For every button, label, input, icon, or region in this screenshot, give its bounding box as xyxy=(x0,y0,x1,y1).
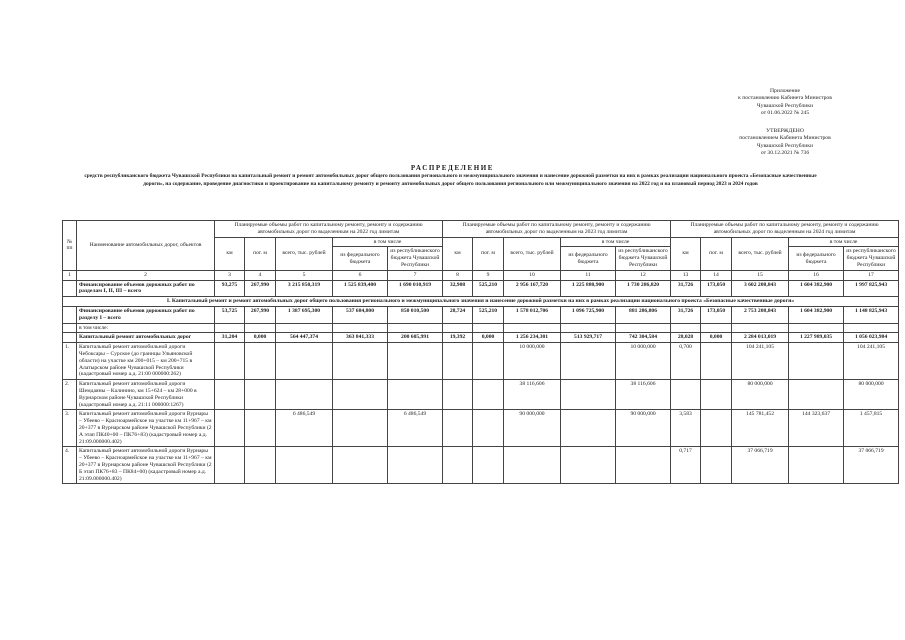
header-pm: пог. м xyxy=(701,237,732,270)
table-row xyxy=(63,380,899,410)
header-km: км xyxy=(443,237,473,270)
value-cell xyxy=(215,447,245,484)
value-cell: 80 000,000 xyxy=(732,380,789,410)
empty-cell xyxy=(333,323,388,333)
column-number: 2 xyxy=(77,270,215,280)
value-cell xyxy=(789,380,844,410)
value-cell: 144 323,637 xyxy=(789,410,844,447)
subsection-row xyxy=(63,333,899,343)
value-cell xyxy=(473,380,504,410)
value-cell: 90 000,000 xyxy=(504,410,561,447)
value-cell: 104 241,105 xyxy=(732,343,789,380)
value-cell xyxy=(215,343,245,380)
value-cell: 881 286,806 xyxy=(616,306,671,323)
grand-total-row xyxy=(63,280,899,297)
header-total: всего, тыс. рублей xyxy=(732,237,789,270)
value-cell: 537 684,800 xyxy=(333,306,388,323)
header-row xyxy=(63,221,899,238)
value-cell: 37 066,719 xyxy=(732,447,789,484)
header-group-2023: Планируемые объемы работ по капитальному ремонту, ремонту и содержанию автомобильных дорог по выделенным на 2023 год лимитам xyxy=(443,221,671,238)
section-total-row xyxy=(63,306,899,323)
value-cell: 31,204 xyxy=(215,333,245,343)
value-cell: 1 256 234,301 xyxy=(504,333,561,343)
value-cell: 1 578 012,706 xyxy=(504,306,561,323)
value-cell: 200 605,991 xyxy=(388,333,443,343)
value-cell: 28,028 xyxy=(671,333,701,343)
value-cell xyxy=(276,343,333,380)
column-number: 12 xyxy=(616,270,671,280)
section-total-sub-row xyxy=(63,323,899,333)
value-cell: 525,210 xyxy=(473,280,504,297)
value-cell xyxy=(443,447,473,484)
header-total: всего, тыс. рублей xyxy=(504,237,561,270)
empty-cell xyxy=(504,323,561,333)
column-number: 5 xyxy=(276,270,333,280)
value-cell: 31,726 xyxy=(671,306,701,323)
header-republic: из республиканского бюджета Чувашской Республики xyxy=(616,247,671,270)
document-title: РАСПРЕДЕЛЕНИЕ xyxy=(410,164,495,172)
value-cell xyxy=(388,447,443,484)
value-cell xyxy=(701,410,732,447)
column-number: 15 xyxy=(732,270,789,280)
column-number: 10 xyxy=(504,270,561,280)
empty-cell xyxy=(245,323,276,333)
column-number: 1 xyxy=(63,270,77,280)
header-pm: пог. м xyxy=(473,237,504,270)
value-cell: 19,392 xyxy=(443,333,473,343)
empty-cell xyxy=(473,323,504,333)
column-number: 14 xyxy=(701,270,732,280)
value-cell: 267,990 xyxy=(245,280,276,297)
value-cell xyxy=(561,380,616,410)
header-federal: из федерального бюджета xyxy=(561,247,616,270)
column-number: 4 xyxy=(245,270,276,280)
header-group-2022: Планируемые объемы работ по капитальному ремонту, ремонту и содержанию автомобильных дорог по выделенным на 2022 год лимитам xyxy=(215,221,443,238)
empty-cell xyxy=(63,323,77,333)
value-cell: 2 284 013,019 xyxy=(732,333,789,343)
row-name: Капитальный ремонт автомобильной дороги Чебоксары – Сурское (до границы Ульяновской области) на участке км 200+015 – км 200+715 в Алатырском районе Чувашской Республики (кадастровый номер а.д. 21:00 000000:262) xyxy=(77,343,215,380)
empty-cell xyxy=(789,323,844,333)
appendix-block xyxy=(720,88,850,118)
header-federal: из федерального бюджета xyxy=(789,247,844,270)
section-row xyxy=(63,297,899,307)
empty-cell xyxy=(561,323,616,333)
appendix-line: от 01.06.2022 № 245 xyxy=(760,110,810,117)
column-number: 13 xyxy=(671,270,701,280)
value-cell xyxy=(473,447,504,484)
value-cell xyxy=(561,343,616,380)
header-pm: пог. м xyxy=(245,237,276,270)
header-federal: из федерального бюджета xyxy=(333,247,388,270)
value-cell: 1 457,815 xyxy=(844,410,899,447)
value-cell xyxy=(616,447,671,484)
row-label: Финансирование объемов дорожных работ по разделам I, II, III – всего xyxy=(77,280,215,297)
header-incl: в том числе xyxy=(789,237,899,247)
value-cell: 564 447,374 xyxy=(276,333,333,343)
approval-line: Чувашской Республики xyxy=(757,142,813,149)
value-cell: 1 387 695,300 xyxy=(276,306,333,323)
value-cell: 3 215 850,319 xyxy=(276,280,333,297)
value-cell xyxy=(443,380,473,410)
value-cell: 2 753 208,843 xyxy=(732,306,789,323)
value-cell xyxy=(443,410,473,447)
value-cell xyxy=(276,447,333,484)
header-name: Наименование автомобильных дорог, объектов xyxy=(77,221,215,271)
appendix-line: к постановлению Кабинета Министров xyxy=(738,95,832,102)
value-cell xyxy=(245,343,276,380)
row-name: Капитальный ремонт автомобильной дороги Вурнары – Убеево – Красноармейское на участке км 11+967 – км 20+377 в Вурнарском районе Чувашской Республики (2 Б этап ПК76+83 – ПК84+00) (кадастровый номер а.д. 21:09.000000.402) xyxy=(77,447,215,484)
value-cell: 10 000,000 xyxy=(616,343,671,380)
value-cell xyxy=(443,343,473,380)
value-cell xyxy=(789,447,844,484)
header-republic: из республиканского бюджета Чувашской Республики xyxy=(844,247,899,270)
value-cell: 1 096 725,900 xyxy=(561,306,616,323)
value-cell: 1 227 989,035 xyxy=(789,333,844,343)
empty-cell xyxy=(215,323,245,333)
value-cell: 53,725 xyxy=(215,306,245,323)
value-cell xyxy=(333,447,388,484)
value-cell: 104 241,105 xyxy=(844,343,899,380)
value-cell: 0,700 xyxy=(671,343,701,380)
header-total: всего, тыс. рублей xyxy=(276,237,333,270)
row-number: 3. xyxy=(63,410,77,447)
row-number: 4. xyxy=(63,447,77,484)
value-cell: 267,990 xyxy=(245,306,276,323)
value-cell: 0,717 xyxy=(671,447,701,484)
value-cell xyxy=(701,343,732,380)
header-group-2024: Планируемые объемы работ по капитальному ремонту, ремонту и содержанию автомобильных дорог по выделенным на 2024 год лимитам xyxy=(671,221,899,238)
value-cell: 1 056 023,984 xyxy=(844,333,899,343)
value-cell xyxy=(245,447,276,484)
value-cell xyxy=(561,447,616,484)
value-cell xyxy=(245,380,276,410)
table-row xyxy=(63,410,899,447)
value-cell: 1 604 382,900 xyxy=(789,306,844,323)
column-number: 16 xyxy=(789,270,844,280)
value-cell xyxy=(671,380,701,410)
empty-cell xyxy=(276,323,333,333)
empty-cell xyxy=(844,323,899,333)
value-cell: 2 956 167,720 xyxy=(504,280,561,297)
value-cell: 3 602 208,843 xyxy=(732,280,789,297)
row-name: Капитальный ремонт автомобильной дороги Вурнары – Убеево – Красноармейское на участке км 11+967 – км 20+377 в Вурнарском районе Чувашской Республики (2 А этап ПК40+00 – ПК76+83) (кадастровый номер а.д. 21:09.000000.402) xyxy=(77,410,215,447)
distribution-table xyxy=(62,220,899,484)
approval-line: от 30.12.2021 № 736 xyxy=(760,150,810,157)
empty-cell xyxy=(732,323,789,333)
value-cell: 1 730 286,820 xyxy=(616,280,671,297)
column-number: 7 xyxy=(388,270,443,280)
value-cell: 38 116,606 xyxy=(616,380,671,410)
value-cell: 1 604 382,900 xyxy=(789,280,844,297)
value-cell xyxy=(701,380,732,410)
value-cell xyxy=(473,343,504,380)
column-number: 8 xyxy=(443,270,473,280)
value-cell xyxy=(276,380,333,410)
value-cell: 38 116,606 xyxy=(504,380,561,410)
row-label: в том числе: xyxy=(77,323,215,333)
approval-line: УТВЕРЖДЕНО xyxy=(766,128,804,134)
value-cell: 1 525 839,400 xyxy=(333,280,388,297)
column-number: 11 xyxy=(561,270,616,280)
header-incl: в том числе xyxy=(333,237,443,247)
header-no: № пп xyxy=(63,221,77,271)
value-cell: 513 929,717 xyxy=(561,333,616,343)
value-cell xyxy=(561,410,616,447)
value-cell xyxy=(215,410,245,447)
value-cell: 850 010,500 xyxy=(388,306,443,323)
value-cell: 1 148 825,943 xyxy=(844,306,899,323)
value-cell: 37 066,719 xyxy=(844,447,899,484)
value-cell: 173,050 xyxy=(701,306,732,323)
row-label: Капитальный ремонт автомобильных дорог xyxy=(77,333,215,343)
header-km: км xyxy=(671,237,701,270)
document-subtitle: средств республиканского бюджета Чувашской Республики на капитальный ремонт и ремонт автомобильных дорог общего пользования регионального и межмуниципального значения и нанесение дорожной разметки на них в рамках реализации национального проекта «Безопасные качественные дороги», на содержание, проведение диагностики и проектирование на капитальному ремонту и ремонту автомобильных дорог общего пользования регионального или межмуниципального значения на 2022 год и на плановый период 2023 и 2024 годов xyxy=(84,173,817,187)
header-republic: из республиканского бюджета Чувашской Республики xyxy=(388,247,443,270)
value-cell: 742 304,584 xyxy=(616,333,671,343)
column-number-row xyxy=(63,270,899,280)
section-title: I. Капитальный ремонт и ремонт автомобильных дорог общего пользования регионального и межмуниципального значения и нанесение дорожной разметки на них в рамках реализации национального проекта «Безопасные качественные дороги» xyxy=(63,297,899,307)
value-cell: 1 225 880,900 xyxy=(561,280,616,297)
empty-cell xyxy=(443,323,473,333)
value-cell xyxy=(388,343,443,380)
row-number: 1. xyxy=(63,343,77,380)
empty-cell xyxy=(63,333,77,343)
value-cell: 0,000 xyxy=(701,333,732,343)
row-name: Капитальный ремонт автомобильной дороги Шемдаяны – Калинино, км 15+624 – км 28+000 в Вурнарском районе Чувашской Республики (кадастровый номер а.д. 21:11 000000:1267) xyxy=(77,380,215,410)
value-cell: 173,050 xyxy=(701,280,732,297)
empty-cell xyxy=(701,323,732,333)
value-cell xyxy=(245,410,276,447)
empty-cell xyxy=(616,323,671,333)
value-cell: 6 486,549 xyxy=(388,410,443,447)
value-cell xyxy=(388,380,443,410)
row-number: 2. xyxy=(63,380,77,410)
value-cell: 0,000 xyxy=(245,333,276,343)
value-cell: 93,275 xyxy=(215,280,245,297)
empty-cell xyxy=(63,306,77,323)
value-cell xyxy=(333,410,388,447)
column-number: 17 xyxy=(844,270,899,280)
appendix-line: Чувашской Республики xyxy=(757,102,813,109)
empty-cell xyxy=(63,280,77,297)
value-cell xyxy=(215,380,245,410)
appendix-line: Приложение xyxy=(769,88,801,94)
value-cell: 145 781,452 xyxy=(732,410,789,447)
empty-cell xyxy=(388,323,443,333)
value-cell: 3,583 xyxy=(671,410,701,447)
table-row xyxy=(63,447,899,484)
value-cell: 28,724 xyxy=(443,306,473,323)
value-cell xyxy=(473,410,504,447)
column-number: 9 xyxy=(473,270,504,280)
column-number: 6 xyxy=(333,270,388,280)
approval-block xyxy=(720,128,850,158)
header-incl: в том числе xyxy=(561,237,671,247)
value-cell xyxy=(789,343,844,380)
value-cell: 90 000,000 xyxy=(616,410,671,447)
approval-line: постановлением Кабинета Министров xyxy=(739,135,831,142)
value-cell: 525,210 xyxy=(473,306,504,323)
value-cell: 31,726 xyxy=(671,280,701,297)
value-cell: 0,000 xyxy=(473,333,504,343)
value-cell xyxy=(701,447,732,484)
header-km: км xyxy=(215,237,245,270)
value-cell xyxy=(504,447,561,484)
value-cell: 1 690 010,919 xyxy=(388,280,443,297)
column-number: 3 xyxy=(215,270,245,280)
row-label: Финансирование объемов дорожных работ по разделу I – всего xyxy=(77,306,215,323)
value-cell: 10 000,000 xyxy=(504,343,561,380)
value-cell: 32,908 xyxy=(443,280,473,297)
value-cell: 80 000,000 xyxy=(844,380,899,410)
value-cell: 363 841,333 xyxy=(333,333,388,343)
value-cell: 1 997 825,943 xyxy=(844,280,899,297)
empty-cell xyxy=(671,323,701,333)
table-row xyxy=(63,343,899,380)
value-cell: 6 486,549 xyxy=(276,410,333,447)
value-cell xyxy=(333,380,388,410)
value-cell xyxy=(333,343,388,380)
